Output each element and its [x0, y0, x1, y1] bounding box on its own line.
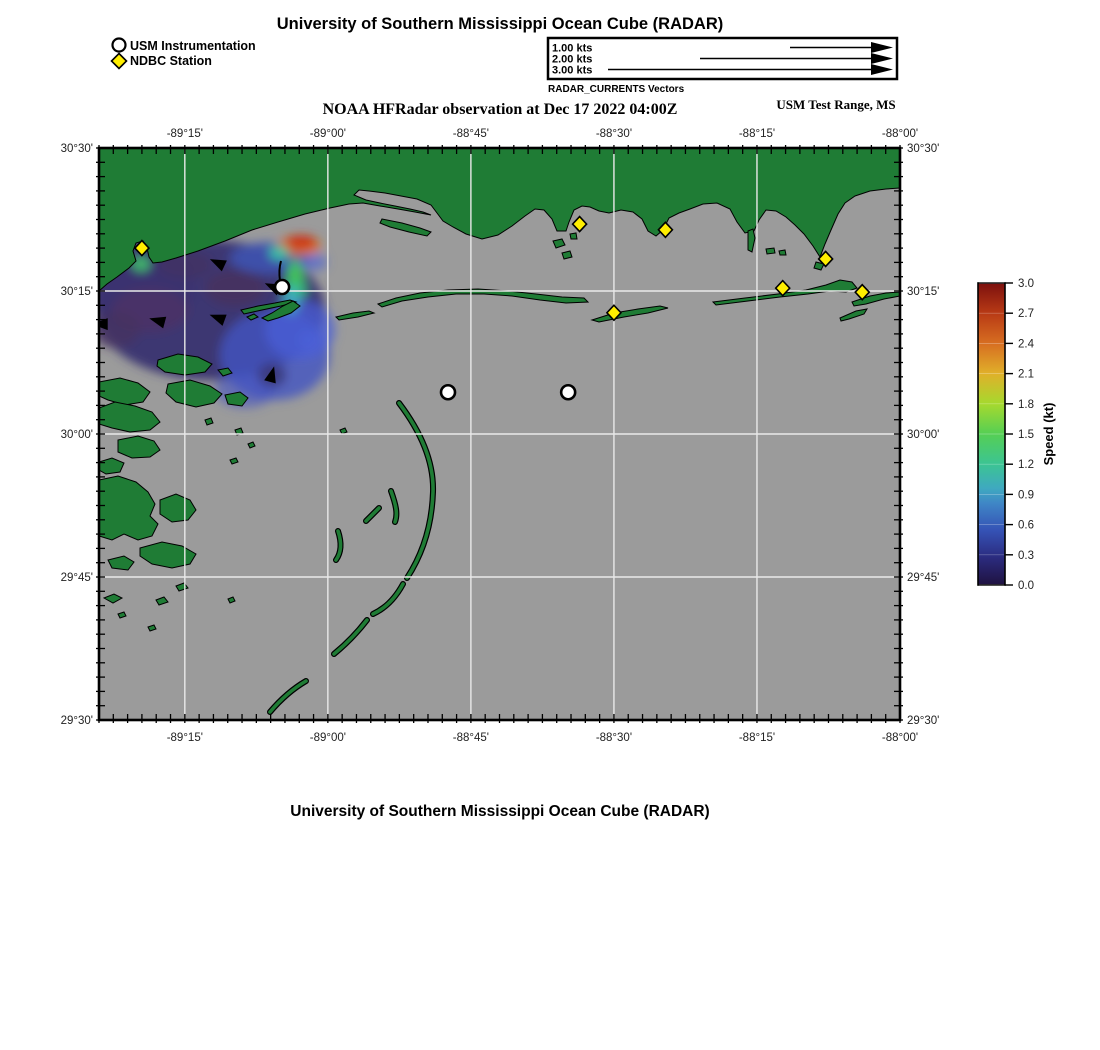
colorbar-tick-label: 2.4 [1018, 338, 1034, 351]
colorbar-tick-label: 2.1 [1018, 368, 1034, 381]
axis-tick-label-lat: 30°15' [60, 286, 93, 298]
colorbar-tick-label: 0.3 [1018, 549, 1034, 562]
usm-station-marker [275, 280, 289, 294]
colorbar-tick-label: 1.8 [1018, 398, 1034, 411]
colorbar-tick-label: 0.0 [1018, 580, 1034, 592]
axis-tick-label-lat: 30°15' [907, 286, 940, 298]
axis-tick-label-lat: 29°45' [907, 572, 940, 584]
colorbar-axis-label: Speed (kt) [1041, 402, 1056, 466]
axis-tick-label-lon: -88°00' [881, 128, 919, 140]
axis-tick-label-lon: -88°30' [595, 128, 633, 140]
legend-ndbc-label: NDBC Station [130, 54, 212, 68]
page-title: University of Southern Mississippi Ocean Cube (RADAR) [276, 15, 724, 33]
axis-tick-label-lat: 29°30' [907, 715, 940, 727]
colorbar-tick-label: 1.5 [1018, 429, 1034, 441]
axis-tick-label-lat: 29°30' [60, 715, 93, 727]
axis-tick-label-lon: -88°15' [738, 732, 776, 744]
axis-tick-label-lon: -89°15' [166, 128, 203, 140]
colorbar-tick-label: 1.2 [1018, 459, 1034, 472]
observation-subtitle: NOAA HFRadar observation at Dec 17 2022 04:00Z [322, 101, 678, 118]
axis-tick-label-lon: -88°15' [738, 128, 776, 140]
colorbar-tick-label: 3.0 [1018, 278, 1034, 290]
axis-tick-label-lon: -89°00' [309, 732, 346, 744]
legend [112, 39, 256, 69]
axis-tick-label-lon: -88°45' [452, 128, 490, 140]
footer-title: University of Southern Mississippi Ocean Cube (RADAR) [290, 803, 710, 820]
map-canvas [61, 128, 940, 744]
ndbc-station-icon [112, 54, 127, 69]
vector-scale-title: RADAR_CURRENTS Vectors [548, 84, 685, 95]
colorbar [978, 278, 1056, 592]
usm-station-marker [561, 385, 575, 399]
axis-tick-label-lat: 30°30' [907, 143, 940, 155]
usm-station-marker [441, 385, 455, 399]
vector-scale-box [548, 38, 897, 95]
axis-tick-label-lon: -88°00' [881, 732, 919, 744]
axis-tick-label-lon: -89°15' [166, 732, 203, 744]
vector-scale-row-label: 1.00 kts [552, 42, 593, 55]
vector-scale-row-label: 2.00 kts [552, 53, 593, 66]
axis-tick-label-lon: -88°45' [452, 732, 490, 744]
axis-tick-label-lon: -88°30' [595, 732, 633, 744]
axis-tick-label-lat: 29°45' [60, 572, 93, 584]
axis-tick-label-lat: 30°30' [60, 143, 93, 155]
axis-tick-label-lat: 30°00' [907, 429, 940, 441]
axis-tick-label-lon: -89°00' [309, 128, 346, 140]
vector-scale-row-label: 3.00 kts [552, 64, 593, 77]
axis-tick-label-lat: 30°00' [60, 429, 93, 441]
legend-usm-label: USM Instrumentation [130, 39, 256, 53]
usm-instrumentation-icon [113, 39, 126, 52]
colorbar-tick-label: 2.7 [1018, 308, 1034, 321]
colorbar-tick-label: 0.6 [1018, 519, 1034, 532]
region-label: USM Test Range, MS [776, 97, 896, 112]
colorbar-tick-label: 0.9 [1018, 489, 1034, 502]
